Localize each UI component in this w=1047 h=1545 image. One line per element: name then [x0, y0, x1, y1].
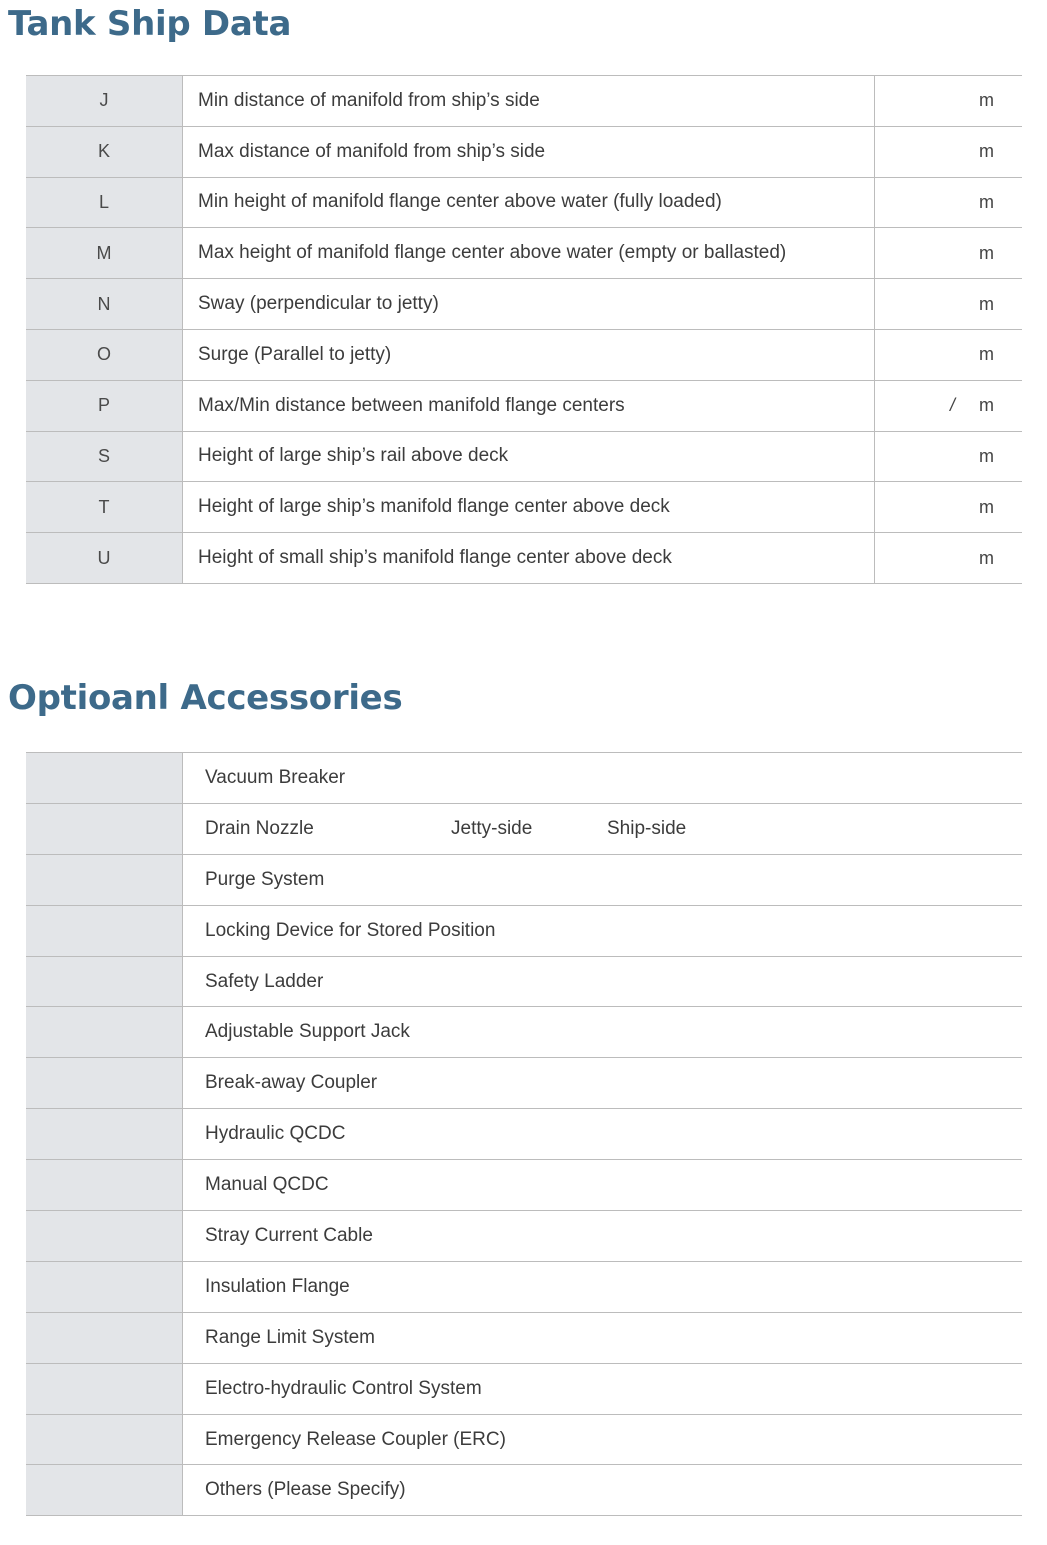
list-item	[26, 957, 1022, 1008]
table-row	[26, 381, 1022, 432]
accessory-checkbox-cell[interactable]	[26, 1007, 183, 1057]
row-description: Min distance of manifold from ship’s side	[183, 76, 875, 126]
row-description: Sway (perpendicular to jetty)	[183, 279, 875, 329]
accessory-label: Locking Device for Stored Position	[205, 919, 496, 941]
row-description: Height of large ship’s manifold flange center above deck	[183, 482, 875, 532]
accessory-checkbox-cell[interactable]	[26, 804, 183, 854]
list-item	[26, 1364, 1022, 1415]
drain-nozzle-option-ship-side[interactable]: Ship-side	[607, 817, 687, 839]
accessory-label: Electro-hydraulic Control System	[205, 1377, 482, 1399]
accessory-label: Emergency Release Coupler (ERC)	[205, 1428, 506, 1450]
row-value-cell[interactable]	[875, 76, 1022, 126]
accessory-label: Stray Current Cable	[205, 1224, 373, 1246]
row-code: M	[26, 228, 183, 278]
table-row	[26, 178, 1022, 229]
list-item	[26, 1415, 1022, 1466]
row-code: P	[26, 381, 183, 431]
accessory-checkbox-cell[interactable]	[26, 1211, 183, 1261]
list-item	[26, 1058, 1022, 1109]
row-description: Min height of manifold flange center above water (fully loaded)	[183, 178, 875, 228]
row-unit: m	[979, 242, 994, 263]
accessory-label: Insulation Flange	[205, 1275, 350, 1297]
list-item	[26, 1160, 1022, 1211]
row-description: Max distance of manifold from ship’s side	[183, 127, 875, 177]
row-code: O	[26, 330, 183, 380]
table-row	[26, 533, 1022, 584]
value-separator: /	[949, 395, 955, 416]
row-description: Max/Min distance between manifold flange centers	[183, 381, 875, 431]
table-row	[26, 432, 1022, 483]
row-description: Height of small ship’s manifold flange center above deck	[183, 533, 875, 583]
row-code: T	[26, 482, 183, 532]
row-value-cell[interactable]	[875, 330, 1022, 380]
accessory-label: Manual QCDC	[205, 1174, 329, 1196]
list-item	[26, 753, 1022, 804]
accessory-checkbox-cell[interactable]	[26, 1262, 183, 1312]
accessory-label: Break-away Coupler	[205, 1072, 378, 1094]
drain-nozzle-option-jetty-side[interactable]: Jetty-side	[451, 817, 533, 839]
accessory-label: Others (Please Specify)	[205, 1479, 406, 1501]
accessory-checkbox-cell[interactable]	[26, 1109, 183, 1159]
row-unit: m	[979, 547, 994, 568]
row-unit: m	[979, 496, 994, 517]
table-row	[26, 482, 1022, 533]
row-code: L	[26, 178, 183, 228]
table-row	[26, 76, 1022, 127]
accessory-checkbox-cell[interactable]	[26, 1313, 183, 1363]
table-row	[26, 330, 1022, 381]
row-value-cell[interactable]	[875, 178, 1022, 228]
list-item	[26, 804, 1022, 855]
accessory-checkbox-cell[interactable]	[26, 1058, 183, 1108]
table-row	[26, 279, 1022, 330]
list-item	[26, 1109, 1022, 1160]
accessory-checkbox-cell[interactable]	[26, 753, 183, 803]
tank-ship-data-table	[26, 75, 1022, 584]
accessory-checkbox-cell[interactable]	[26, 855, 183, 905]
row-unit: m	[979, 90, 994, 111]
accessory-checkbox-cell[interactable]	[26, 1465, 183, 1515]
optional-accessories-title: Optioanl Accessories	[8, 678, 403, 718]
row-code: K	[26, 127, 183, 177]
list-item	[26, 1313, 1022, 1364]
row-code: S	[26, 432, 183, 482]
row-unit: m	[979, 395, 994, 416]
row-unit: m	[979, 445, 994, 466]
list-item	[26, 1211, 1022, 1262]
accessory-checkbox-cell[interactable]	[26, 906, 183, 956]
accessory-checkbox-cell[interactable]	[26, 1160, 183, 1210]
accessory-label: Drain Nozzle	[205, 817, 314, 839]
accessory-label: Range Limit System	[205, 1326, 376, 1348]
list-item	[26, 1262, 1022, 1313]
accessory-label-cell	[183, 804, 1022, 854]
accessory-checkbox-cell[interactable]	[26, 957, 183, 1007]
row-unit: m	[979, 191, 994, 212]
accessory-label: Safety Ladder	[205, 970, 324, 992]
optional-accessories-table	[26, 752, 1022, 1516]
row-value-cell[interactable]	[875, 482, 1022, 532]
row-value-cell[interactable]	[875, 381, 1022, 431]
row-description: Max height of manifold flange center above water (empty or ballasted)	[183, 228, 875, 278]
row-unit: m	[979, 344, 994, 365]
row-value-cell[interactable]	[875, 432, 1022, 482]
row-value-cell[interactable]	[875, 279, 1022, 329]
row-value-cell[interactable]	[875, 228, 1022, 278]
row-value-cell[interactable]	[875, 127, 1022, 177]
accessory-checkbox-cell[interactable]	[26, 1415, 183, 1465]
row-code: U	[26, 533, 183, 583]
row-description: Surge (Parallel to jetty)	[183, 330, 875, 380]
accessory-label: Vacuum Breaker	[205, 766, 346, 788]
list-item	[26, 855, 1022, 906]
accessory-label: Purge System	[205, 868, 325, 890]
row-unit: m	[979, 293, 994, 314]
row-value-cell[interactable]	[875, 533, 1022, 583]
table-row	[26, 127, 1022, 178]
row-code: J	[26, 76, 183, 126]
list-item	[26, 906, 1022, 957]
accessory-label: Hydraulic QCDC	[205, 1123, 346, 1145]
table-row	[26, 228, 1022, 279]
list-item	[26, 1007, 1022, 1058]
row-description: Height of large ship’s rail above deck	[183, 432, 875, 482]
row-unit: m	[979, 141, 994, 162]
list-item	[26, 1465, 1022, 1516]
accessory-label: Adjustable Support Jack	[205, 1021, 410, 1043]
row-code: N	[26, 279, 183, 329]
tank-ship-data-title: Tank Ship Data	[8, 4, 292, 44]
accessory-checkbox-cell[interactable]	[26, 1364, 183, 1414]
